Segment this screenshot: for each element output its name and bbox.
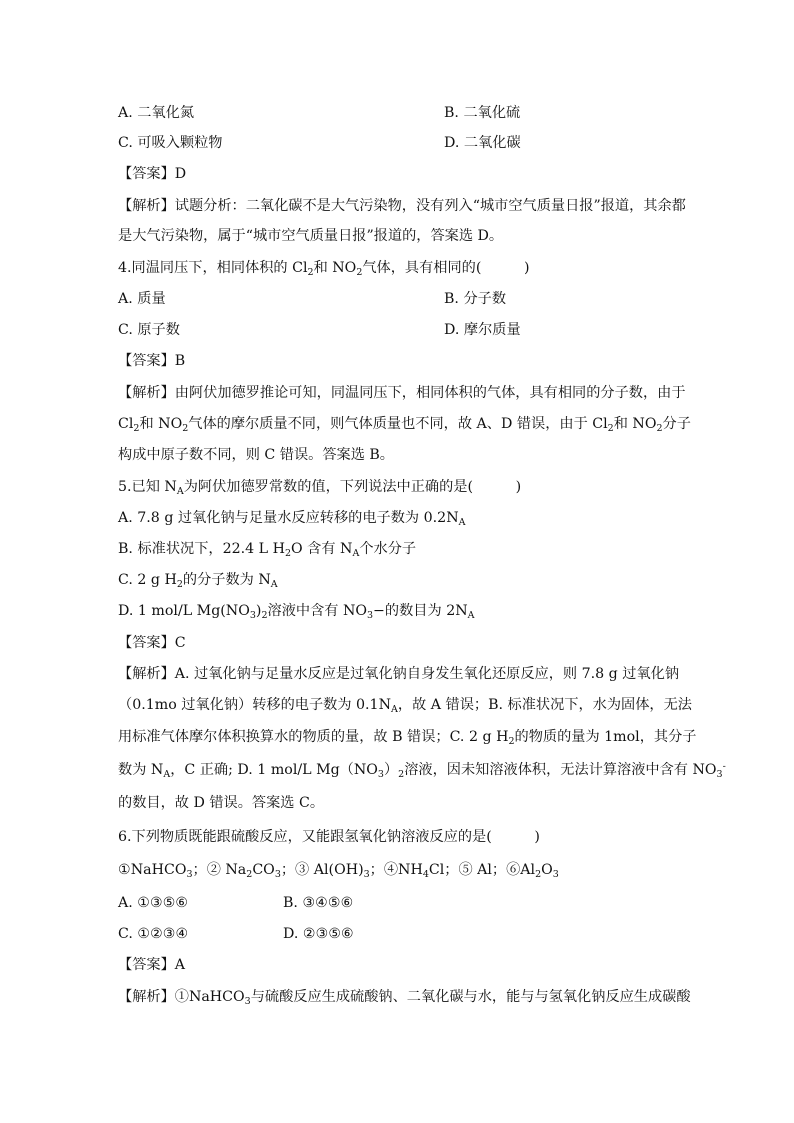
q6-an-b: 与硫酸反应生成硫酸钠、二氧化碳与水，能与与氢氧化钠反应生成碳酸 [250, 989, 691, 1005]
q6-item-1: ①NaHCO [118, 862, 187, 878]
q4-sub: 2 [356, 267, 363, 278]
q6-item-3: ；③ Al(OH) [280, 862, 364, 878]
q5-an2-b: ，故 A 错误；B. 标准状况下，水为固体，无法 [397, 697, 692, 713]
q4-option-b: B. 分子数 [444, 291, 507, 307]
q5-sub: A [467, 610, 475, 621]
q6-an-a: 【解析】①NaHCO [118, 989, 245, 1005]
q4-analysis-line3: 构成中原子数不同，则 C 错误。答案选 B。 [118, 447, 394, 463]
q6-stem: 6.下列物质既能跟硫酸反应，又能跟氢氧化钠溶液反应的是( ) [118, 829, 540, 845]
q4-option-a: A. 质量 [118, 291, 166, 307]
q4-an-a: Cl [118, 416, 134, 432]
q4-sub: 2 [133, 423, 140, 434]
q6-sub: 3 [363, 869, 370, 880]
q5-stem-b: 为阿伏加德罗常数的值，下列说法中正确的是( ) [183, 479, 522, 495]
q4-answer: 【答案】B [118, 353, 186, 369]
q5-an3-a: 用标准气体摩尔体积换算水的物质的量，故 B 错误；C. 2 g H [118, 729, 509, 745]
q5-sub: A [270, 579, 278, 590]
q5-sub: A [352, 548, 360, 559]
q6-option-b: B. ③④⑤⑥ [283, 895, 354, 911]
q4-an-c: 气体的摩尔质量不同，则气体质量也不同，故 A、D 错误，由于 Cl [188, 416, 608, 432]
q6-answer: 【答案】A [118, 957, 185, 973]
q5-stem-a: 5.已知 N [118, 479, 177, 495]
q6-substance-list [118, 860, 678, 880]
q5-opt-c-text1: C. 2 g H [118, 572, 177, 588]
q6-sub: 4 [422, 869, 429, 880]
q5-opt-b-text1: B. 标准状况下，22.4 L H [118, 541, 285, 557]
q3-option-d: D. 二氧化碳 [444, 135, 521, 151]
q5-opt-c-text2: 的分子数为 N [182, 572, 271, 588]
q4-stem [118, 258, 678, 278]
q5-an4-d: 溶液，因未知溶液体积，无法计算溶液中含有 NO [404, 762, 717, 778]
q5-analysis-line1: 【解析】A. 过氧化钠与足量水反应是过氧化钠自身发生氧化还原反应，则 7.8 g 过氧化钠 [118, 666, 680, 682]
q5-sub: 3 [716, 769, 723, 780]
q6-item-2b: CO [252, 862, 275, 878]
q5-opt-b-text2: O 含有 N [291, 541, 353, 557]
q5-opt-d-text2: ) [255, 603, 262, 619]
q5-option-c [118, 570, 678, 590]
q5-opt-d-text4: −的数目为 2N [373, 603, 468, 619]
q5-analysis-line5: 的数目，故 D 错误。答案选 C。 [118, 795, 325, 811]
q5-sub: 3 [367, 610, 374, 621]
q6-sub: 2 [246, 869, 253, 880]
q3-analysis-line1: 【解析】试题分析：二氧化碳不是大气污染物，没有列入“城市空气质量日报”报道，其余都 [118, 198, 686, 214]
q3-option-c: C. 可吸入颗粒物 [118, 135, 223, 151]
q6-item-4: ；④NH [369, 862, 423, 878]
q5-sub: A [458, 517, 466, 528]
q4-sub: 2 [656, 423, 663, 434]
q5-sub: 2 [508, 736, 515, 747]
q5-sub: 2 [398, 769, 405, 780]
q5-opt-b-text3: 个水分子 [359, 541, 417, 557]
q4-sub: 2 [182, 423, 189, 434]
q5-sub: 3 [377, 769, 384, 780]
q6-sub: 3 [244, 996, 251, 1007]
q5-analysis-line3 [118, 727, 697, 747]
q4-stem-c: 气体，具有相同的( ) [362, 260, 530, 276]
q5-sup: - [722, 761, 726, 772]
q5-answer: 【答案】C [118, 635, 186, 651]
q4-sub: 2 [307, 267, 314, 278]
q5-option-a [118, 508, 678, 528]
q5-opt-d-text1: D. 1 mol/L Mg(NO [118, 603, 250, 619]
q5-an3-b: 的物质的量为 1mol，其分子 [514, 729, 697, 745]
q5-sub: 2 [176, 579, 183, 590]
q5-sub: 2 [261, 610, 268, 621]
q5-sub: 3 [249, 610, 256, 621]
q6-sub: 3 [552, 869, 559, 880]
q3-option-b: B. 二氧化硫 [444, 105, 521, 121]
q6-sub: 3 [186, 869, 193, 880]
q4-stem-a: 4.同温同压下，相同体积的 Cl [118, 260, 308, 276]
q6-item-5: Cl；⑤ Al；⑥Al [428, 862, 536, 878]
q4-sub: 2 [607, 423, 614, 434]
q5-sub: A [163, 769, 171, 780]
q5-an4-c: ） [383, 762, 399, 778]
q4-an-e: 分子 [662, 416, 691, 432]
q5-an4-a: 数为 N [118, 762, 164, 778]
q6-sub: 2 [535, 869, 542, 880]
q5-sub: A [176, 486, 184, 497]
q5-opt-d-text3: 溶液中含有 NO [267, 603, 367, 619]
q5-an2-a: （0.1mo 过氧化钠）转移的电子数为 0.1N [118, 697, 391, 713]
q6-sub: 3 [274, 869, 281, 880]
q3-answer: 【答案】D [118, 166, 187, 182]
q6-analysis-line1 [118, 987, 691, 1007]
q5-option-b [118, 539, 678, 559]
q5-stem [118, 477, 678, 497]
q4-analysis-line2 [118, 414, 691, 434]
q6-item-6: O [541, 862, 553, 878]
q4-option-d: D. 摩尔质量 [444, 322, 521, 338]
q5-sub: 2 [284, 548, 292, 559]
q3-analysis-line2: 是大气污染物，属于“城市空气质量日报”报道的，答案选 D。 [118, 228, 504, 244]
q4-stem-b: 和 NO [313, 260, 357, 276]
q6-option-c: C. ①②③④ [118, 926, 189, 942]
q6-option-d: D. ②③⑤⑥ [283, 926, 354, 942]
q5-opt-a-text: A. 7.8 g 过氧化钠与足量水反应转移的电子数为 0.2N [118, 510, 459, 526]
q3-option-a: A. 二氧化氮 [118, 105, 195, 121]
q5-sub: A [391, 704, 398, 715]
q4-an-d: 和 NO [613, 416, 657, 432]
q5-option-d [118, 601, 678, 621]
q5-an4-b: ，C 正确; D. 1 mol/L Mg（NO [170, 762, 378, 778]
q4-analysis-line1: 【解析】由阿伏加德罗推论可知，同温同压下，相同体积的气体，具有相同的分子数，由于 [118, 385, 686, 401]
q5-analysis-line4 [118, 760, 726, 780]
q5-analysis-line2 [118, 695, 692, 715]
q4-option-c: C. 原子数 [118, 322, 180, 338]
q4-an-b: 和 NO [139, 416, 183, 432]
q6-item-2: ；② Na [192, 862, 247, 878]
q6-option-a: A. ①③⑤⑥ [118, 895, 189, 911]
